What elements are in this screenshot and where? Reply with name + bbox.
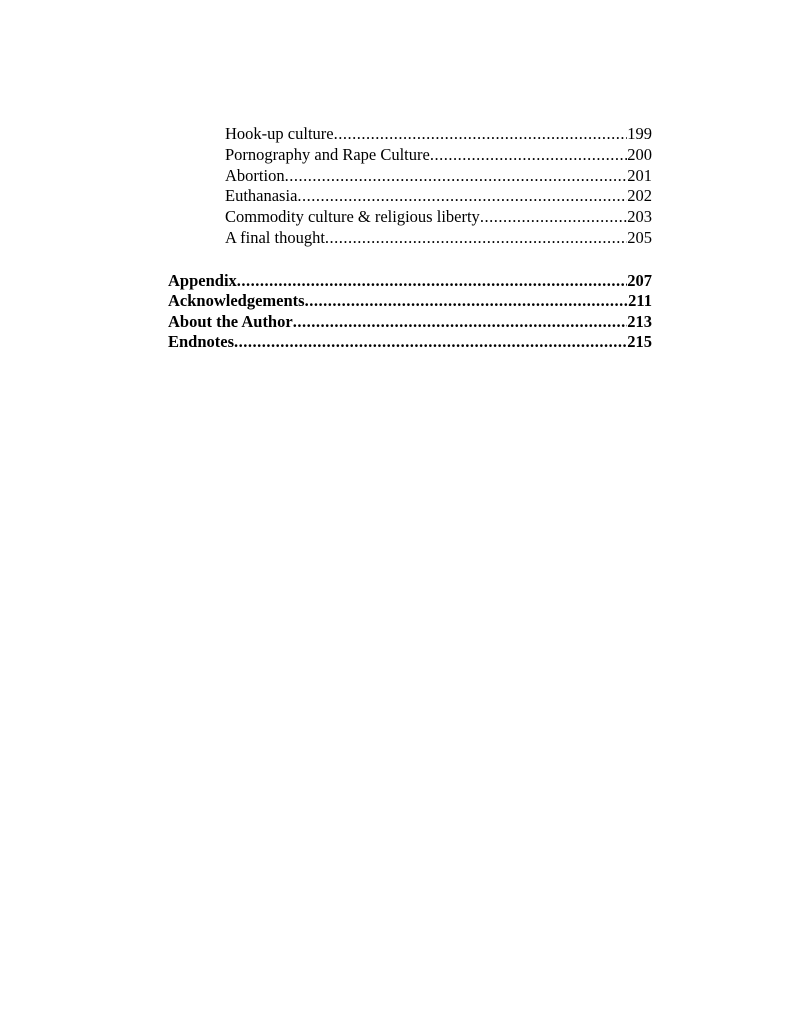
toc-dot-leader xyxy=(285,166,628,187)
toc-dot-leader xyxy=(325,228,627,249)
toc-page-number: 203 xyxy=(627,207,652,227)
toc-dot-leader xyxy=(334,124,628,145)
toc-dot-leader xyxy=(297,186,627,207)
toc-page-number: 202 xyxy=(627,186,652,206)
toc-entry-title: Euthanasia xyxy=(225,186,298,206)
toc-entry-title: A final thought xyxy=(225,227,325,247)
toc-page-number: 199 xyxy=(627,124,652,143)
toc-dot-leader xyxy=(293,312,628,333)
toc-page-number: 215 xyxy=(627,332,652,352)
toc-entry-title: Pornography and Rape Culture xyxy=(225,144,430,164)
toc-subentry-commodity-culture[interactable] xyxy=(168,207,652,228)
toc-spacer xyxy=(168,249,652,271)
toc-page-number: 205 xyxy=(627,227,652,247)
toc-entry-title: Abortion xyxy=(225,165,285,185)
toc-subentry-pornography[interactable] xyxy=(168,145,652,166)
toc-page-number: 213 xyxy=(627,311,652,331)
toc-entry-endnotes[interactable] xyxy=(168,332,652,353)
toc-entry-title: Appendix xyxy=(168,270,237,290)
toc-dot-leader xyxy=(305,291,629,312)
toc-page-number: 200 xyxy=(627,144,652,164)
toc-entry-title: Hook-up culture xyxy=(225,124,334,143)
toc-subentry-final-thought[interactable] xyxy=(168,228,652,249)
toc-dot-leader xyxy=(234,332,627,353)
toc-entry-about-the-author[interactable] xyxy=(168,312,652,333)
toc-entry-title: Acknowledgements xyxy=(168,291,305,311)
table-of-contents xyxy=(168,124,652,353)
toc-entry-title: Commodity culture & religious liberty xyxy=(225,207,480,227)
toc-entry-title: About the Author xyxy=(168,311,293,331)
toc-entry-acknowledgements[interactable] xyxy=(168,291,652,312)
toc-page-number: 201 xyxy=(627,165,652,185)
toc-page-number: 211 xyxy=(628,291,652,311)
toc-dot-leader xyxy=(480,207,627,228)
toc-dot-leader xyxy=(237,271,627,292)
toc-subentry-hook-up-culture[interactable] xyxy=(168,124,652,145)
toc-dot-leader xyxy=(430,145,627,166)
toc-entry-appendix[interactable] xyxy=(168,271,652,292)
toc-subentry-euthanasia[interactable] xyxy=(168,186,652,207)
toc-page-number: 207 xyxy=(627,270,652,290)
toc-subentry-abortion[interactable] xyxy=(168,166,652,187)
toc-entry-title: Endnotes xyxy=(168,332,235,352)
